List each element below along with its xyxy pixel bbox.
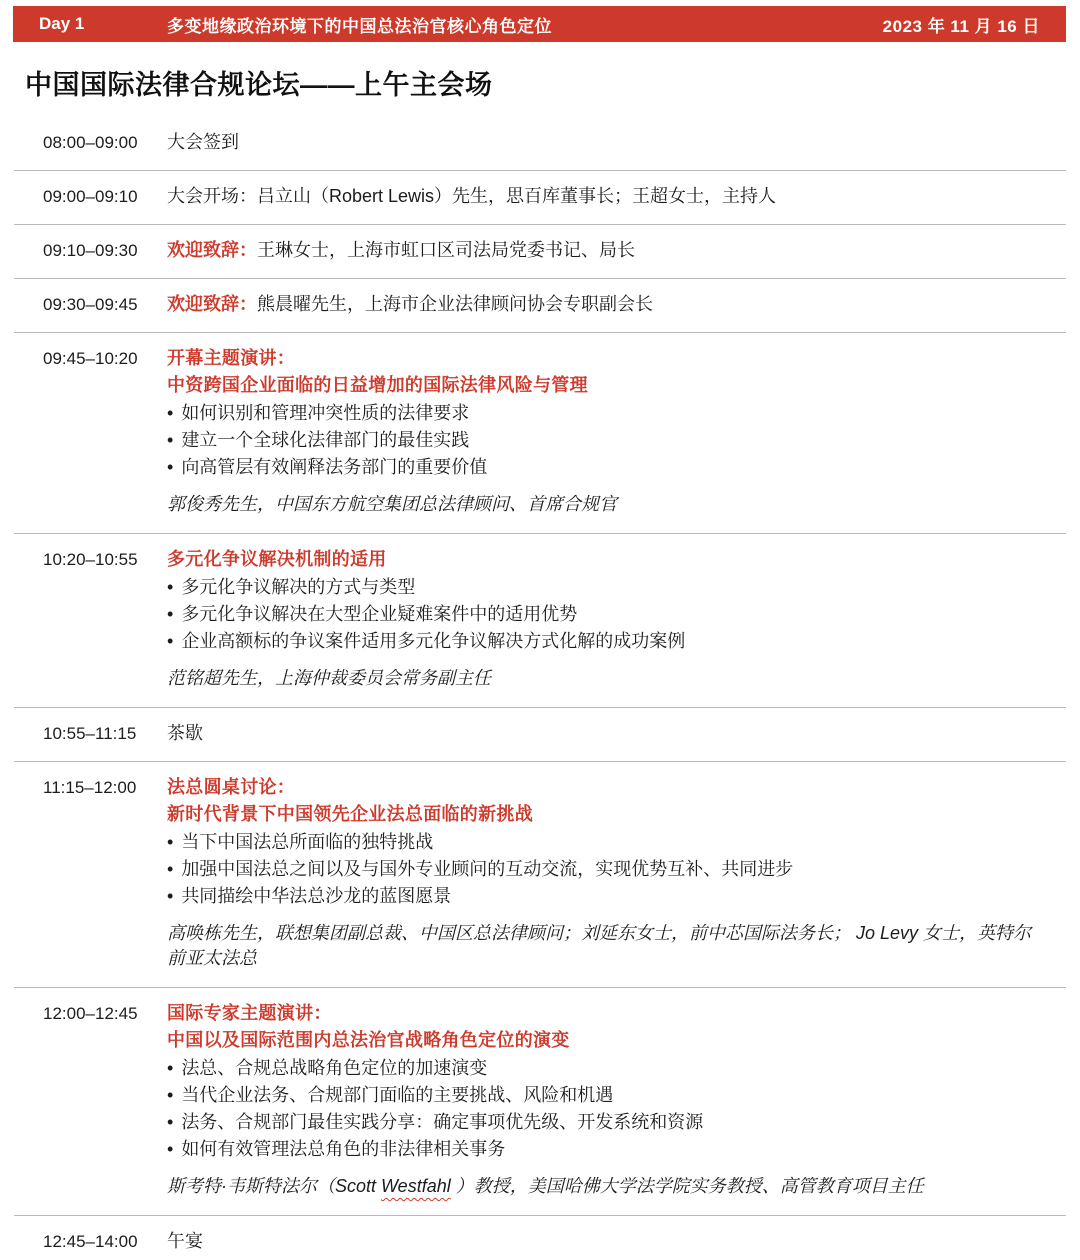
bullet-list: [167, 830, 1044, 909]
bullet-item: • 多元化争议解决的方式与类型: [167, 575, 1044, 600]
bullet-item: • 当代企业法务、合规部门面临的主要挑战、风险和机遇: [167, 1083, 1044, 1108]
time-cell: 10:20–10:55: [43, 550, 138, 569]
session-block: [167, 345, 1066, 517]
session-title-line: 开幕主题演讲：: [167, 348, 296, 368]
bullet-item: • 建立一个全球化法律部门的最佳实践: [167, 428, 1044, 453]
session-block: [167, 546, 1066, 691]
time-cell: 10:55–11:15: [43, 724, 137, 743]
bullet-list: [167, 401, 1044, 480]
page-title: 中国国际法律合规论坛——上午主会场: [25, 70, 493, 100]
banner-day-label: Day 1: [39, 14, 85, 33]
session-title-line: 中资跨国企业面临的日益增加的国际法律风险与管理: [167, 375, 588, 395]
agenda-row-dispute-resolution: [14, 534, 1066, 708]
time-cell: 09:30–09:45: [43, 295, 138, 314]
bullet-item: • 向高管层有效阐释法务部门的重要价值: [167, 455, 1044, 480]
session-type-label: 欢迎致辞：: [167, 240, 257, 260]
session-text: [167, 292, 1066, 317]
speaker-line: 范铭超先生，上海仲裁委员会常务副主任: [167, 668, 491, 688]
time-cell: 09:10–09:30: [43, 241, 138, 260]
agenda-row-keynote-international: [14, 988, 1066, 1216]
session-title-line: 法总圆桌讨论：: [167, 777, 296, 797]
bullet-item: • 共同描绘中华法总沙龙的蓝图愿景: [167, 884, 1044, 909]
time-cell: 08:00–09:00: [43, 133, 138, 152]
session-type-label: 欢迎致辞：: [167, 294, 257, 314]
session-text: 大会开场：吕立山（Robert Lewis）先生，思百库董事长；王超女士，主持人: [167, 186, 777, 206]
agenda-row-lunch: [14, 1216, 1066, 1260]
bullet-item: • 法务、合规部门最佳实践分享：确定事项优先级、开发系统和资源: [167, 1110, 1044, 1135]
session-block: [167, 774, 1066, 971]
bullet-item: • 如何有效管理法总角色的非法律相关事务: [167, 1137, 1044, 1162]
agenda-row-welcome-2: [14, 279, 1066, 333]
speaker-name-spellcheck: Westfahl: [381, 1176, 451, 1196]
session-title-line: 多元化争议解决机制的适用: [167, 549, 387, 569]
time-cell: 11:15–12:00: [43, 778, 137, 797]
agenda-row-opening: [14, 171, 1066, 225]
session-text: [167, 238, 1066, 263]
bullet-list: [167, 1056, 1044, 1162]
speaker-name-prefix: 斯考特·韦斯特法尔（Scott: [167, 1176, 382, 1196]
agenda-row-roundtable: [14, 762, 1066, 988]
bullet-item: • 如何识别和管理冲突性质的法律要求: [167, 401, 1044, 426]
time-cell: 12:00–12:45: [43, 1004, 138, 1023]
agenda-table: [0, 117, 1080, 1260]
bullet-item: • 法总、合规总战略角色定位的加速演变: [167, 1056, 1044, 1081]
session-title-line: 中国以及国际范围内总法治官战略角色定位的演变: [167, 1030, 570, 1050]
agenda-row-keynote-opening: [14, 333, 1066, 534]
agenda-row-welcome-1: [14, 225, 1066, 279]
session-block: [167, 1000, 1066, 1199]
bullet-list: [167, 575, 1044, 654]
session-text: 午宴: [167, 1231, 203, 1251]
bullet-item: • 加强中国法总之间以及与国外专业顾问的互动交流，实现优势互补、共同进步: [167, 857, 1044, 882]
time-cell: 09:00–09:10: [43, 187, 138, 206]
agenda-row-tea-break: [14, 708, 1066, 762]
speaker-line: [167, 1174, 1044, 1199]
conference-day-banner: [13, 6, 1066, 42]
speaker-info: 熊晨曜先生，上海市企业法律顾问协会专职副会长: [257, 294, 653, 314]
banner-date: 2023 年 11 月 16 日: [882, 16, 1040, 36]
bullet-item: • 企业高额标的争议案件适用多元化争议解决方式化解的成功案例: [167, 629, 1044, 654]
agenda-row-registration: [14, 117, 1066, 171]
speaker-line: 高唤栋先生，联想集团副总裁、中国区总法律顾问；刘延东女士，前中芯国际法务长； Jo Levy 女士，英特尔前亚太法总: [167, 923, 1032, 968]
session-title-line: 新时代背景下中国领先企业法总面临的新挑战: [167, 804, 533, 824]
banner-topic: 多变地缘政治环境下的中国总法治官核心角色定位: [167, 16, 552, 36]
bullet-item: • 多元化争议解决在大型企业疑难案件中的适用优势: [167, 602, 1044, 627]
time-cell: 12:45–14:00: [43, 1232, 138, 1251]
speaker-info: 王琳女士，上海市虹口区司法局党委书记、局长: [257, 240, 635, 260]
time-cell: 09:45–10:20: [43, 349, 138, 368]
speaker-name-suffix: ）教授，美国哈佛大学法学院实务教授、高管教育项目主任: [450, 1176, 924, 1196]
bullet-item: • 当下中国法总所面临的独特挑战: [167, 830, 1044, 855]
session-title-line: 国际专家主题演讲：: [167, 1003, 332, 1023]
speaker-line: 郭俊秀先生，中国东方航空集团总法律顾问、首席合规官: [167, 494, 617, 514]
session-text: 大会签到: [167, 132, 239, 152]
session-text: 茶歇: [167, 723, 203, 743]
